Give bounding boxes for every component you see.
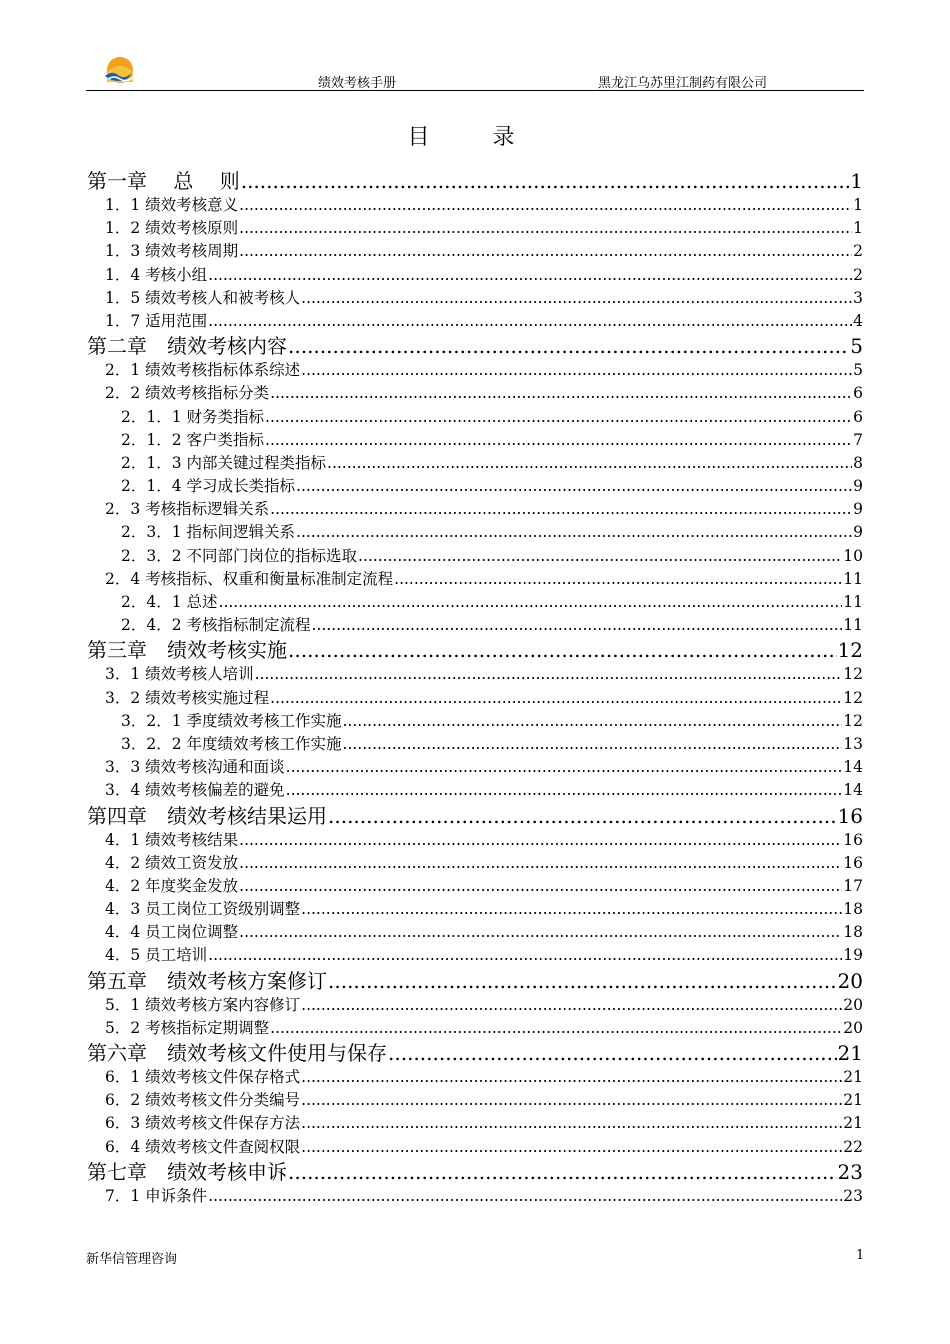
toc-chapter-entry[interactable] [87,333,863,359]
toc-section-entry[interactable] [87,875,863,898]
toc-dot-leader [328,803,837,829]
toc-section-entry[interactable] [87,687,863,710]
toc-entry-title: 7．1 申诉条件 [105,1186,208,1205]
toc-entry-page: 9 [853,500,863,519]
toc-entry-title: 2．1．4 学习成长类指标 [121,477,296,496]
toc-dot-leader [239,921,842,944]
toc-entry-title: 4．4 员工岗位调整 [105,923,239,942]
toc-dot-leader [301,994,842,1017]
toc-section-entry[interactable] [87,733,863,756]
toc-entry-page: 22 [843,1137,863,1156]
toc-section-entry[interactable] [87,429,863,452]
toc-entry-page: 1 [853,219,863,238]
toc-dot-leader [301,1112,842,1135]
toc-section-entry[interactable] [87,1017,863,1040]
toc-entry-title: 1．4 考核小组 [105,265,208,284]
toc-entry-title: 3．4 绩效考核偏差的避免 [105,781,285,800]
toc-entry-title: 1．5 绩效考核人和被考核人 [105,288,301,307]
toc-entry-title: 第三章 绩效考核实施 [87,638,287,663]
toc-dot-leader [301,1066,842,1089]
toc-entry-page: 2 [853,265,863,284]
toc-entry-title: 2．3．2 不同部门岗位的指标选取 [121,546,358,565]
toc-entry-title: 第一章 总 则 [87,169,240,193]
toc-entry-title: 4．2 年度奖金发放 [105,876,239,895]
toc-section-entry[interactable] [87,1185,863,1208]
toc-dot-leader [343,710,843,733]
toc-entry-page: 17 [843,876,863,895]
toc-entry-page: 18 [843,923,863,942]
toc-dot-leader [286,756,843,779]
toc-dot-leader [270,382,852,405]
toc-dot-leader [255,663,843,686]
toc-entry-title: 2．3 考核指标逻辑关系 [105,500,270,519]
toc-entry-page: 7 [853,430,863,449]
toc-section-entry[interactable] [87,852,863,875]
toc-entry-title: 1．3 绩效考核周期 [105,242,239,261]
page-header [86,50,864,91]
toc-entry-title: 第七章 绩效考核申诉 [87,1159,287,1184]
toc-dot-leader [288,333,849,359]
toc-dot-leader [301,359,852,382]
toc-entry-page: 6 [853,407,863,426]
toc-entry-title: 3．2．1 季度绩效考核工作实施 [121,711,342,730]
toc-dot-leader [312,614,843,637]
toc-entry-page: 9 [853,523,863,542]
toc-section-entry[interactable] [87,779,863,802]
toc-section-entry[interactable] [87,194,863,217]
toc-entry-title: 1．2 绩效考核原则 [105,219,239,238]
toc-entry-page: 20 [837,968,863,993]
toc-section-entry[interactable] [87,452,863,475]
toc-dot-leader [208,1185,842,1208]
toc-entry-page: 13 [843,734,863,753]
toc-dot-leader [270,687,842,710]
toc-entry-title: 2．4．2 考核指标制定流程 [121,616,311,635]
toc-section-entry[interactable] [87,287,863,310]
toc-entry-title: 4．3 员工岗位工资级别调整 [105,900,301,919]
toc-section-entry[interactable] [87,406,863,429]
table-of-contents [87,168,863,1208]
toc-entry-page: 23 [837,1159,863,1184]
toc-dot-leader [265,429,852,452]
toc-entry-title: 6．4 绩效考核文件查阅权限 [105,1137,301,1156]
toc-section-entry[interactable] [87,217,863,240]
toc-entry-title: 第五章 绩效考核方案修订 [87,968,327,993]
toc-dot-leader [239,217,852,240]
toc-chapter-entry[interactable] [87,803,863,829]
toc-entry-page: 23 [843,1186,863,1205]
toc-entry-page: 11 [843,593,863,611]
toc-chapter-entry[interactable] [87,968,863,994]
toc-dot-leader [286,779,843,802]
toc-dot-leader [296,475,852,498]
toc-entry-page: 20 [843,1018,863,1037]
toc-entry-title: 6．2 绩效考核文件分类编号 [105,1091,301,1110]
toc-entry-page: 12 [843,665,863,684]
toc-section-entry[interactable] [87,614,863,637]
toc-entry-page: 14 [843,758,863,777]
toc-entry-title: 3．1 绩效考核人培训 [105,665,254,684]
toc-dot-leader [301,1136,842,1159]
toc-entry-title: 2．4 考核指标、权重和衡量标准制定流程 [105,569,394,588]
toc-entry-page: 2 [853,242,863,261]
toc-entry-title: 2．1．1 财务类指标 [121,407,265,426]
toc-section-entry[interactable] [87,1066,863,1089]
toc-section-entry[interactable] [87,921,863,944]
toc-chapter-entry[interactable] [87,637,863,663]
toc-entry-page: 21 [837,1041,863,1065]
toc-entry-title: 1．1 绩效考核意义 [105,196,239,214]
toc-dot-leader [388,1040,837,1066]
toc-section-entry[interactable] [87,475,863,498]
toc-entry-title: 2．4．1 总述 [121,593,218,611]
footer-consultant-name: 新华信管理咨询 [86,1252,178,1267]
toc-entry-page: 21 [843,1091,863,1110]
toc-entry-page: 1 [850,169,863,193]
toc-entry-page: 20 [843,995,863,1014]
toc-entry-page: 4 [853,311,863,330]
toc-dot-leader [301,1089,842,1112]
toc-dot-leader [270,498,852,521]
toc-dot-leader [239,194,852,217]
toc-entry-page: 5 [853,361,863,380]
toc-section-entry[interactable] [87,310,863,333]
footer-page-number: 1 [856,1248,865,1263]
toc-dot-leader [343,733,843,756]
toc-dot-leader [288,637,837,663]
toc-entry-page: 18 [843,900,863,919]
toc-entry-page: 10 [843,546,863,565]
toc-dot-leader [301,898,842,921]
toc-section-entry[interactable] [87,710,863,733]
toc-entry-title: 2．1．3 内部关键过程类指标 [121,453,327,472]
toc-entry-page: 16 [843,853,863,872]
toc-entry-page: 5 [850,334,863,359]
toc-dot-leader [239,240,852,263]
toc-dot-leader [265,406,852,429]
toc-entry-title: 2．1．2 客户类指标 [121,430,265,449]
toc-section-entry[interactable] [87,898,863,921]
toc-entry-title: 2．2 绩效考核指标分类 [105,384,270,403]
toc-dot-leader [239,829,842,852]
toc-section-entry[interactable] [87,264,863,287]
toc-entry-page: 6 [853,384,863,403]
toc-entry-page: 21 [843,1068,863,1086]
toc-entry-title: 4．2 绩效工资发放 [105,853,239,872]
toc-entry-title: 第二章 绩效考核内容 [87,334,287,359]
toc-entry-title: 5．2 考核指标定期调整 [105,1018,270,1037]
toc-section-entry[interactable] [87,240,863,263]
toc-section-entry[interactable] [87,1112,863,1135]
toc-entry-page: 8 [853,453,863,472]
toc-entry-title: 2．1 绩效考核指标体系综述 [105,361,301,380]
toc-entry-page: 12 [837,638,863,663]
toc-entry-page: 21 [843,1114,863,1133]
toc-section-entry[interactable] [87,568,863,591]
toc-section-entry[interactable] [87,359,863,382]
toc-entry-title: 6．3 绩效考核文件保存方法 [105,1114,301,1133]
toc-entry-title: 第四章 绩效考核结果运用 [87,803,327,828]
toc-dot-leader [301,287,852,310]
toc-section-entry[interactable] [87,994,863,1017]
toc-entry-title: 第六章 绩效考核文件使用与保存 [87,1041,387,1065]
toc-section-entry[interactable] [87,545,863,568]
toc-entry-page: 19 [843,946,863,965]
toc-entry-title: 4．1 绩效考核结果 [105,830,239,849]
toc-dot-leader [239,852,842,875]
toc-dot-leader [288,1159,837,1185]
toc-entry-title: 3．2 绩效考核实施过程 [105,688,270,707]
toc-section-entry[interactable] [87,498,863,521]
toc-entry-page: 3 [853,288,863,307]
toc-section-entry[interactable] [87,521,863,544]
toc-section-entry[interactable] [87,829,863,852]
toc-section-entry[interactable] [87,1089,863,1112]
toc-dot-leader [208,264,852,287]
toc-section-entry[interactable] [87,663,863,686]
sun-wave-logo-icon [102,54,138,90]
toc-entry-page: 11 [843,616,863,635]
toc-entry-title: 4．5 员工培训 [105,946,208,965]
toc-chapter-entry[interactable] [87,1159,863,1185]
toc-dot-leader [394,568,842,591]
toc-entry-title: 2．3．1 指标间逻辑关系 [121,523,296,542]
toc-section-entry[interactable] [87,1136,863,1159]
toc-dot-leader [208,944,842,967]
toc-entry-page: 11 [843,569,863,588]
toc-entry-title: 6．1 绩效考核文件保存格式 [105,1068,301,1086]
toc-dot-leader [270,1017,842,1040]
toc-entry-page: 12 [843,711,863,730]
toc-section-entry[interactable] [87,591,863,614]
toc-entry-page: 14 [843,781,863,800]
toc-entry-page: 16 [837,803,863,828]
toc-chapter-entry[interactable] [87,1040,863,1066]
toc-entry-page: 12 [843,688,863,707]
toc-dot-leader [358,545,842,568]
toc-dot-leader [208,310,852,333]
header-manual-title: 绩效考核手册 [318,76,397,91]
header-company-name: 黑龙江乌苏里江制药有限公司 [598,76,768,91]
toc-chapter-entry[interactable] [87,168,863,194]
toc-section-entry[interactable] [87,756,863,779]
toc-title: 目 录 [407,125,543,150]
toc-entry-title: 3．3 绩效考核沟通和面谈 [105,758,285,777]
toc-dot-leader [327,452,852,475]
toc-dot-leader [296,521,852,544]
toc-dot-leader [328,968,837,994]
toc-entry-title: 5．1 绩效考核方案内容修订 [105,995,301,1014]
toc-entry-page: 9 [853,477,863,496]
toc-entry-page: 1 [853,196,863,214]
toc-dot-leader [239,875,842,898]
toc-entry-title: 1．7 适用范围 [105,311,208,330]
toc-dot-leader [219,591,843,614]
toc-section-entry[interactable] [87,944,863,967]
toc-section-entry[interactable] [87,382,863,405]
toc-entry-page: 16 [843,830,863,849]
toc-dot-leader [241,168,850,194]
toc-entry-title: 3．2．2 年度绩效考核工作实施 [121,734,342,753]
